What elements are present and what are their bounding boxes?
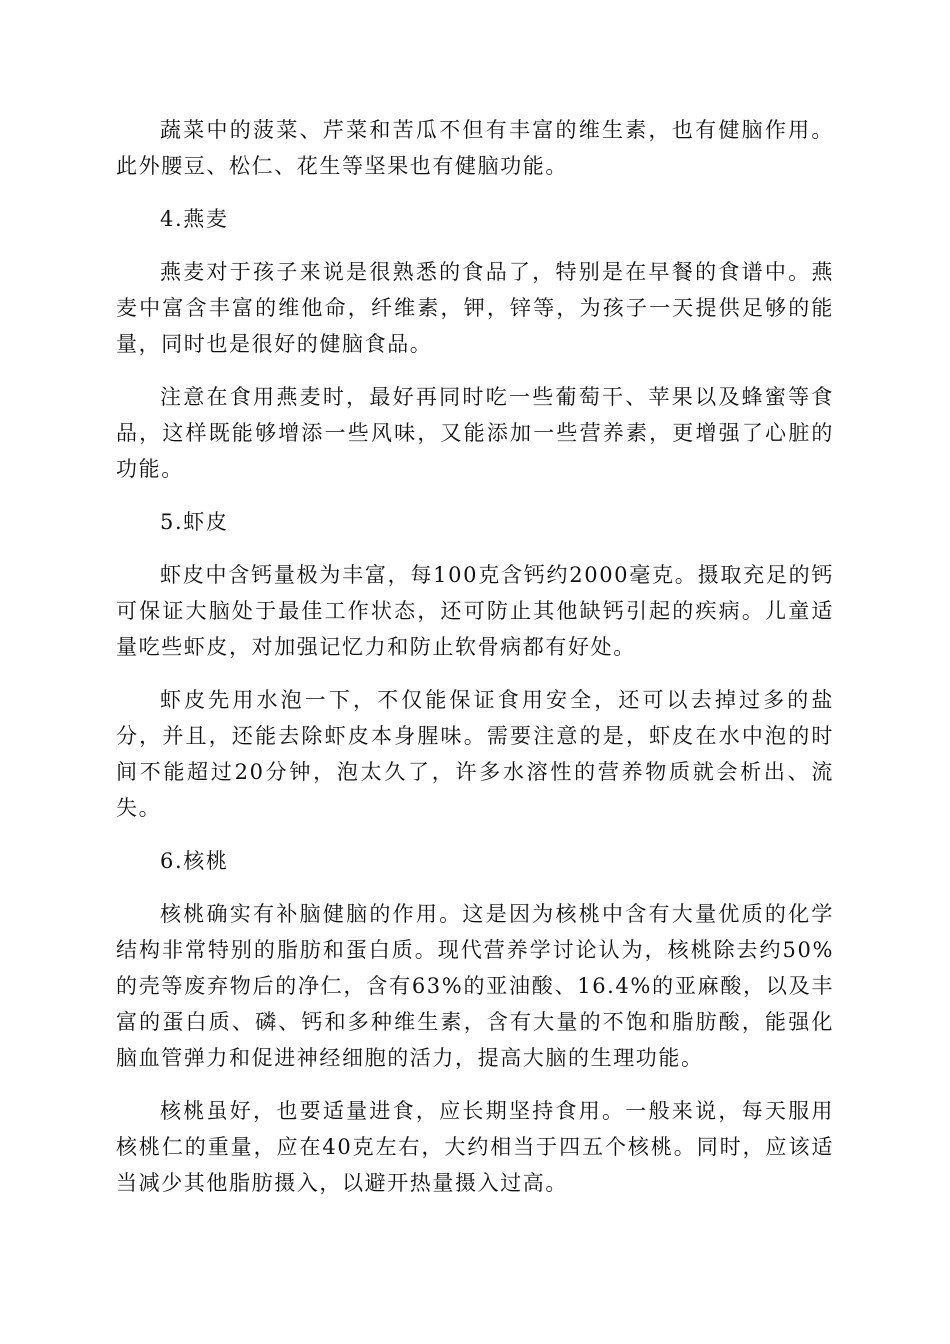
paragraph-shrimp-calcium: 虾皮中含钙量极为丰富，每100克含钙约2000毫克。摄取充足的钙可保证大脑处于最佳工作状态，还可防止其他缺钙引起的疾病。儿童适量吃些虾皮，对加强记忆力和防止软骨病都有好处。 <box>116 563 834 659</box>
paragraph-oats-intro: 燕麦对于孩子来说是很熟悉的食品了，特别是在早餐的食谱中。燕麦中富含丰富的维他命，纤维素，钾，锌等，为孩子一天提供足够的能量，同时也是很好的健脑食品。 <box>116 260 834 356</box>
section-heading-shrimp-skin: 5.虾皮 <box>160 510 229 534</box>
paragraph-walnut-intake: 核桃虽好，也要适量进食，应长期坚持食用。一般来说，每天服用核桃仁的重量，应在40克左右，大约相当于四五个核桃。同时，应该适当减少其他脂肪摄入，以避开热量摄入过高。 <box>116 1099 834 1195</box>
paragraph-vegetables-nuts: 蔬菜中的菠菜、芹菜和苦瓜不但有丰富的维生素，也有健脑作用。此外腰豆、松仁、花生等坚果也有健脑功能。 <box>116 118 834 178</box>
paragraph-shrimp-soak: 虾皮先用水泡一下，不仅能保证食用安全，还可以去掉过多的盐分，并且，还能去除虾皮本身腥味。需要注意的是，虾皮在水中泡的时间不能超过20分钟，泡太久了，许多水溶性的营养物质就会析出、流失。 <box>116 688 834 820</box>
section-heading-oats: 4.燕麦 <box>160 207 229 231</box>
section-heading-walnut: 6.核桃 <box>160 849 229 873</box>
paragraph-oats-note: 注意在食用燕麦时，最好再同时吃一些葡萄干、苹果以及蜂蜜等食品，这样既能够增添一些风味，又能添加一些营养素，更增强了心脏的功能。 <box>116 385 834 481</box>
document-body <box>116 112 834 1218</box>
paragraph-walnut-benefits: 核桃确实有补脑健脑的作用。这是因为核桃中含有大量优质的化学结构非常特别的脂肪和蛋白质。现代营养学讨论认为，核桃除去约50%的壳等废弃物后的净仁，含有63%的亚油酸、16.4%的亚麻酸，以及丰富的蛋白质、磷、钙和多种维生素，含有大量的不饱和脂肪酸，能强化脑血管弹力和促进神经细胞的活力，提高大脑的生理功能。 <box>116 902 834 1070</box>
